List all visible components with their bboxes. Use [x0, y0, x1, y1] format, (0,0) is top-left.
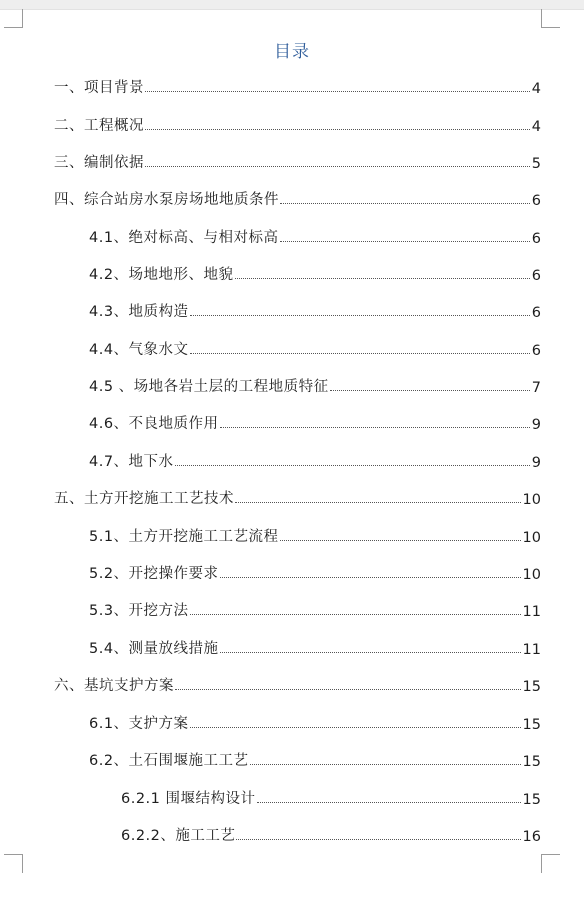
toc-entry[interactable]	[89, 561, 541, 583]
toc-entry-page: 6	[531, 193, 541, 209]
toc-leader-dots	[236, 838, 520, 840]
toc-leader-dots	[220, 576, 521, 578]
toc-entry-page: 9	[531, 417, 541, 433]
toc-entry-page: 9	[531, 455, 541, 471]
toc-entry[interactable]	[89, 225, 541, 247]
toc-entry-page: 10	[522, 492, 541, 508]
toc-leader-dots	[235, 501, 521, 503]
toc-entry-label: 6.2、土石围堰施工工艺	[89, 753, 249, 769]
toc-entry-page: 6	[531, 343, 541, 359]
toc-leader-dots	[190, 726, 521, 728]
toc-entry-label: 6.2.2、施工工艺	[121, 828, 236, 844]
toc-entry-label: 5.3、开挖方法	[89, 603, 189, 619]
toc-leader-dots	[250, 763, 521, 765]
toc-leader-dots	[145, 128, 530, 130]
toc-leader-dots	[190, 352, 530, 354]
toc-entry[interactable]	[54, 486, 541, 508]
toc-leader-dots	[175, 464, 530, 466]
toc-leader-dots	[280, 240, 530, 242]
toc-entry[interactable]	[54, 150, 541, 172]
toc-entry-page: 4	[531, 81, 541, 97]
toc-entry-label: 三、编制依据	[54, 155, 144, 171]
toc-entry-label: 5.4、测量放线措施	[89, 641, 219, 657]
toc-leader-dots	[235, 277, 530, 279]
toc-entry-label: 4.3、地质构造	[89, 304, 189, 320]
toc-entry[interactable]	[89, 748, 541, 770]
toc-entry[interactable]	[89, 449, 541, 471]
toc-entry[interactable]	[89, 262, 541, 284]
toc-entry-page: 11	[522, 604, 541, 620]
toc-leader-dots	[145, 165, 530, 167]
toc-leader-dots	[280, 539, 521, 541]
toc-entry-page: 6	[531, 231, 541, 247]
toc-entry[interactable]	[89, 636, 541, 658]
toc-entry-page: 10	[522, 567, 541, 583]
toc-leader-dots	[190, 314, 530, 316]
toc-entry-page: 10	[522, 530, 541, 546]
toc-entry-page: 4	[531, 119, 541, 135]
toc-entry[interactable]	[121, 823, 541, 845]
toc-entry[interactable]	[54, 75, 541, 97]
toc-leader-dots	[190, 613, 521, 615]
toc-leader-dots	[330, 389, 530, 391]
toc-entry-label: 5.2、开挖操作要求	[89, 566, 219, 582]
toc-entry-label: 6.2.1 围堰结构设计	[121, 791, 256, 807]
toc-leader-dots	[220, 426, 530, 428]
toc-leader-dots	[145, 90, 530, 92]
toc-entry[interactable]	[89, 598, 541, 620]
toc-leader-dots	[280, 202, 530, 204]
toc-entry-label: 4.6、不良地质作用	[89, 416, 219, 432]
toc-entry[interactable]	[89, 524, 541, 546]
toc-entry[interactable]	[121, 786, 541, 808]
toc-entry-label: 4.1、绝对标高、与相对标高	[89, 230, 279, 246]
toc-entry-page: 15	[522, 717, 541, 733]
toc-entry[interactable]	[54, 113, 541, 135]
toc-entry-page: 15	[522, 792, 541, 808]
toc-entry-page: 5	[531, 156, 541, 172]
toc-entry[interactable]	[89, 411, 541, 433]
toc-entry-label: 4.2、场地地形、地貌	[89, 267, 234, 283]
toc-entry-page: 6	[531, 305, 541, 321]
toc-leader-dots	[220, 651, 521, 653]
toc-entry-label: 二、工程概况	[54, 118, 144, 134]
toc-entry-label: 4.5 、场地各岩土层的工程地质特征	[89, 379, 329, 395]
toc-entry-label: 4.7、地下水	[89, 454, 174, 470]
toc-entry[interactable]	[89, 337, 541, 359]
toc-entry[interactable]	[89, 374, 541, 396]
toc-entry-page: 16	[522, 829, 541, 845]
toc-leader-dots	[175, 688, 521, 690]
toc-entry-page: 15	[522, 754, 541, 770]
toc-entry[interactable]	[89, 711, 541, 733]
toc-entry-label: 5.1、土方开挖施工工艺流程	[89, 529, 279, 545]
toc-entry-page: 11	[522, 642, 541, 658]
toc-entry-label: 五、土方开挖施工工艺技术	[54, 491, 234, 507]
toc-entry-label: 6.1、支护方案	[89, 716, 189, 732]
toc-entry-label: 六、基坑支护方案	[54, 678, 174, 694]
toc-entry[interactable]	[89, 299, 541, 321]
toc-entry-page: 6	[531, 268, 541, 284]
toc-entry-label: 一、项目背景	[54, 80, 144, 96]
toc-leader-dots	[257, 801, 521, 803]
toc-entry-label: 4.4、气象水文	[89, 342, 189, 358]
toc-entry-label: 四、综合站房水泵房场地地质条件	[54, 192, 279, 208]
toc-entry-page: 7	[531, 380, 541, 396]
toc-title: 目录	[274, 42, 310, 62]
toc-entry-page: 15	[522, 679, 541, 695]
toc-entry[interactable]	[54, 187, 541, 209]
toc-entry[interactable]	[54, 673, 541, 695]
